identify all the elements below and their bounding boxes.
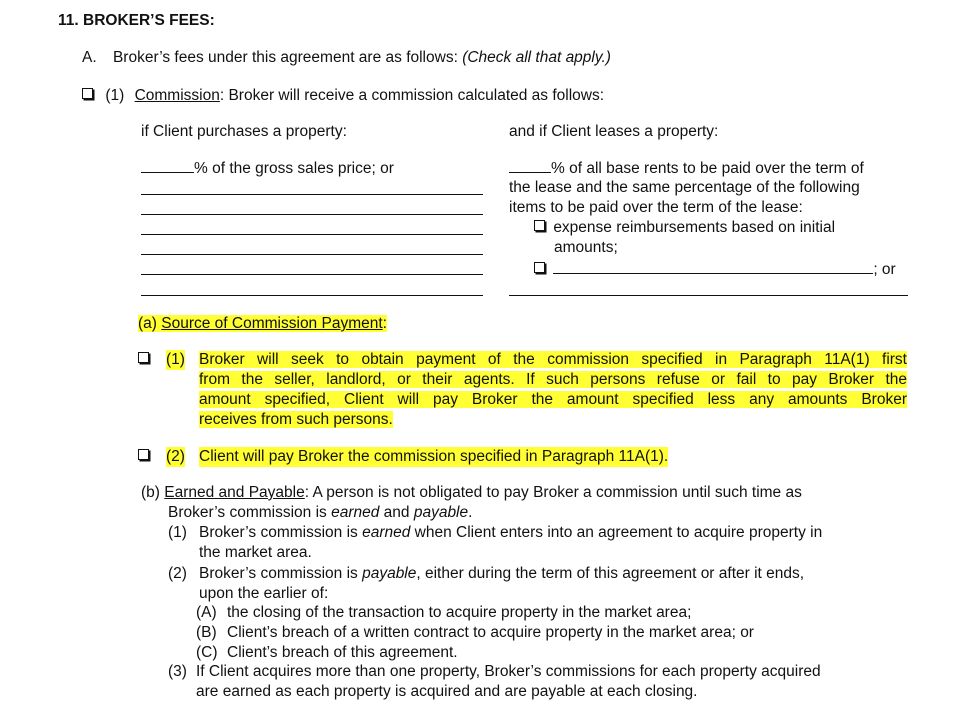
earned-intro-earned: earned [331, 504, 380, 521]
earned-intro-line-1 [141, 483, 802, 503]
lease-line-2: the lease and the same percentage of the following [509, 179, 860, 196]
earned-item-2-number: (2) [168, 565, 187, 582]
earned-item-2-b: , either during the term of this agreement or after it ends, [416, 565, 805, 582]
purchase-blank-line-3[interactable] [141, 234, 483, 235]
earned-intro-b: Broker’s commission is [168, 504, 332, 521]
purchase-percent-blank[interactable] [141, 158, 194, 173]
source-option-1-line-4: receives from such persons. [199, 411, 393, 428]
earned-item-2-payable: payable [362, 565, 417, 582]
earned-sub-c-text: Client’s breach of this agreement. [227, 644, 458, 661]
source-option-2-text: Client will pay Broker the commission specified in Paragraph 11A(1). [199, 448, 669, 465]
source-option-2-row [138, 447, 149, 467]
earned-item-3-line-2: are earned as each property is acquired and are payable at each closing. [196, 683, 698, 700]
earned-item-2-a: Broker’s commission is [199, 565, 363, 582]
purchase-blank-line-1[interactable] [141, 194, 483, 195]
earned-intro-end: . [468, 504, 473, 521]
lease-line-3: items to be paid over the term of the lease: [509, 199, 803, 216]
earned-sub-c-marker: (C) [196, 644, 218, 661]
earned-intro-and: and [379, 504, 414, 521]
source-option-2-number: (2) [166, 448, 185, 465]
purchase-heading: if Client purchases a property: [141, 123, 347, 140]
section-title: 11. BROKER’S FEES: [58, 12, 215, 29]
earned-item-1-number: (1) [168, 524, 187, 541]
lease-blank-line[interactable] [509, 295, 908, 296]
source-option-1-number: (1) [166, 351, 185, 368]
paragraph-a-text: Broker’s fees under this agreement are as follows: [112, 49, 458, 66]
purchase-percent-row [141, 158, 394, 179]
earned-item-2-line-2: upon the earlier of: [199, 585, 329, 602]
source-label: Source of Commission Payment [161, 315, 383, 332]
earned-item-1-a: Broker’s commission is [199, 524, 363, 541]
other-blank[interactable] [553, 259, 873, 274]
paragraph-a [82, 48, 611, 68]
source-option-1-checkbox[interactable] [138, 352, 149, 363]
source-option-1-line-3: amount specified, Client will pay Broker the amount specified less any amounts Broker [199, 391, 907, 408]
commission-number: (1) [105, 87, 125, 104]
other-row [534, 259, 896, 280]
lease-percent-blank[interactable] [509, 158, 551, 173]
earned-item-1-line-1 [199, 523, 822, 543]
source-colon: : [382, 315, 387, 332]
commission-text: : Broker will receive a commission calculated as follows: [219, 87, 605, 104]
earned-intro-payable: payable [413, 504, 469, 521]
purchase-blank-line-2[interactable] [141, 214, 483, 215]
earned-item-2-line-1 [199, 564, 804, 584]
earned-marker: (b) [141, 484, 160, 501]
earned-item-1-line-2: the market area. [199, 544, 312, 561]
commission-row [82, 86, 604, 106]
earned-intro-line-2 [168, 503, 472, 523]
expense-line-2: amounts; [554, 239, 618, 256]
source-option-1-line-1: Broker will seek to obtain payment of the commission specified in Paragraph 11A(1) first [199, 351, 907, 368]
lease-percent-row [509, 158, 864, 179]
paragraph-a-note: (Check all that apply.) [462, 49, 611, 66]
lease-line-1: % of all base rents to be paid over the term of [551, 160, 864, 177]
lease-heading: and if Client leases a property: [509, 123, 719, 140]
expense-line-1: expense reimbursements based on initial [553, 219, 836, 236]
source-heading-highlight [138, 315, 387, 332]
earned-intro-a: : A person is not obligated to pay Broker a commission until such time as [304, 484, 802, 501]
expense-row [534, 218, 835, 238]
source-option-2-checkbox[interactable] [138, 449, 149, 460]
earned-item-3-line-1: If Client acquires more than one property, Broker’s commissions for each property acquired [196, 663, 821, 680]
source-heading [138, 314, 387, 334]
purchase-blank-line-4[interactable] [141, 254, 483, 255]
source-option-1-body [199, 350, 907, 430]
other-or-text: ; or [873, 261, 896, 278]
expense-checkbox[interactable] [534, 220, 545, 231]
commission-checkbox[interactable] [82, 88, 93, 99]
purchase-blank-line-6[interactable] [141, 295, 483, 296]
source-option-1-line-2: from the seller, landlord, or their agents. If such persons refuse or fail to pay Broker the [199, 371, 907, 388]
earned-item-1-earned: earned [362, 524, 411, 541]
earned-item-1-b: when Client enters into an agreement to acquire property in [410, 524, 823, 541]
earned-item-3-number: (3) [168, 663, 187, 680]
source-marker: (a) [138, 315, 157, 332]
earned-sub-a-text: the closing of the transaction to acquire property in the market area; [227, 604, 692, 621]
earned-sub-b-text: Client’s breach of a written contract to acquire property in the market area; or [227, 624, 754, 641]
earned-sub-b-marker: (B) [196, 624, 217, 641]
commission-label: Commission [134, 87, 220, 104]
paragraph-a-marker: A. [82, 49, 97, 66]
earned-label: Earned and Payable [164, 484, 305, 501]
purchase-percent-text: % of the gross sales price; or [194, 160, 394, 177]
other-checkbox[interactable] [534, 262, 545, 273]
purchase-blank-line-5[interactable] [141, 274, 483, 275]
earned-sub-a-marker: (A) [196, 604, 217, 621]
source-option-1-checkbox-row [138, 350, 149, 370]
